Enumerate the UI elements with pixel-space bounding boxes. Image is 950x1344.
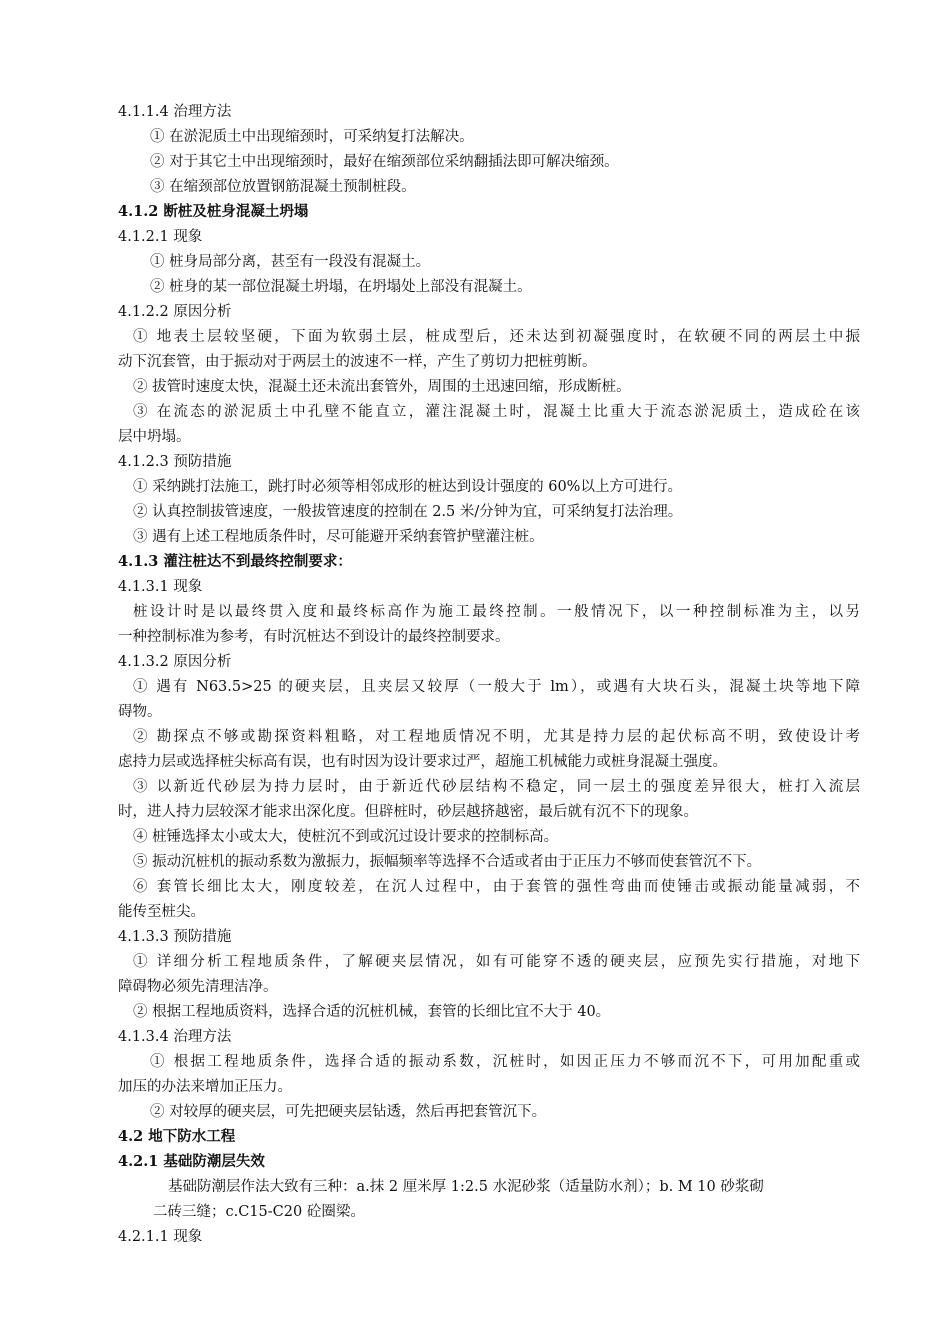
text-line: 时，进人持力层较深才能求出深化度。但辟桩时，砂层越挤越密，最后就有沉不下的现象。 bbox=[118, 804, 698, 820]
text-line: ③ 在流态的淤泥质土中孔壁不能直立，灌注混凝土时，混凝土比重大于流态淤泥质土，造成砼在该 bbox=[133, 404, 860, 420]
text-line: ③ 以新近代砂层为持力层时，由于新近代砂层结构不稳定，同一层土的强度差异很大，桩打入流层 bbox=[133, 779, 860, 795]
text-line: ⑤ 振动沉桩机的振动系数为激振力，振幅频率等选择不合适或者由于正压力不够而使套管沉不下。 bbox=[133, 854, 762, 870]
text-line: 4.1.3.1 现象 bbox=[118, 579, 203, 595]
text-line: 一种控制标准为参考，有时沉桩达不到设计的最终控制要求。 bbox=[118, 629, 510, 645]
text-line: 虑持力层或选择桩尖标高有误，也有时因为设计要求过严，超施工机械能力或桩身混凝土强度。 bbox=[118, 754, 727, 770]
text-line: ① 遇有 N63.5>25 的硬夹层，且夹层又较厚（一般大于 lm），或遇有大块石头，混凝土块等地下障 bbox=[133, 679, 860, 695]
text-line: 层中坍塌。 bbox=[118, 429, 191, 445]
text-line: 4.1.1.4 治理方法 bbox=[118, 104, 232, 120]
text-line: 二砖三缝；c.C15-C20 砼圈梁。 bbox=[153, 1204, 365, 1220]
text-line: 能传至桩尖。 bbox=[118, 904, 205, 920]
text-line: ② 拔管时速度太快，混凝土还未流出套管外，周围的土迅速回缩，形成断桩。 bbox=[133, 379, 631, 395]
text-line: ④ 桩锤选择太小或太大，使桩沉不到或沉过设计要求的控制标高。 bbox=[133, 829, 559, 845]
text-line: ③ 遇有上述工程地质条件时，尽可能避开采纳套管护壁灌注桩。 bbox=[133, 529, 544, 545]
text-line: 加压的办法来增加正压力。 bbox=[118, 1079, 292, 1095]
section-heading: 4.1.3 灌注桩达不到最终控制要求： bbox=[118, 553, 352, 570]
text-line: ① 地表土层较坚硬，下面为软弱土层，桩成型后，还未达到初凝强度时，在软硬不同的两层土中振 bbox=[133, 329, 860, 345]
text-line: 碍物。 bbox=[118, 704, 162, 720]
section-heading: 4.2.1 基础防潮层失效 bbox=[118, 1153, 265, 1170]
section-heading: 4.1.2 断桩及桩身混凝土坍塌 bbox=[118, 203, 309, 220]
text-line: 4.1.3.4 治理方法 bbox=[118, 1029, 232, 1045]
text-line: 4.1.2.2 原因分析 bbox=[118, 304, 232, 320]
text-line: ③ 在缩颈部位放置钢筋混凝土预制桩段。 bbox=[150, 179, 416, 195]
text-line: ① 桩身局部分离，甚至有一段没有混凝土。 bbox=[150, 254, 431, 270]
text-line: 动下沉套管，由于振动对于两层土的波速不一样，产生了剪切力把桩剪断。 bbox=[118, 354, 597, 370]
text-line: ② 认真控制拔管速度，一般拔管速度的控制在 2.5 米/分钟为宜，可采纳复打法治理。 bbox=[133, 504, 683, 520]
text-line: ② 勘探点不够或勘探资料粗略，对工程地质情况不明，尤其是持力层的起伏标高不明，致使设计考 bbox=[133, 729, 860, 745]
text-line: 4.1.3.3 预防措施 bbox=[118, 929, 232, 945]
text-line: 4.1.2.3 预防措施 bbox=[118, 454, 232, 470]
text-line: 桩设计时是以最终贯入度和最终标高作为施工最终控制。一般情况下，以一种控制标准为主，以另 bbox=[133, 604, 860, 620]
text-line: ① 根据工程地质条件，选择合适的振动系数，沉桩时，如因正压力不够而沉不下，可用加配重或 bbox=[150, 1054, 860, 1070]
text-line: ① 采纳跳打法施工，跳打时必须等相邻成形的桩达到设计强度的 60%以上方可进行。 bbox=[133, 479, 682, 495]
text-line: ⑥ 套管长细比太大，刚度较差，在沉人过程中，由于套管的强性弯曲而使锤击或振动能量减弱，不 bbox=[133, 879, 860, 895]
text-line: 基础防潮层作法大致有三种：a.抹 2 厘米厚 1:2.5 水泥砂浆（适量防水剂）；b. M 10 砂浆砌 bbox=[168, 1179, 764, 1195]
text-line: ① 在淤泥质土中出现缩颈时，可采纳复打法解决。 bbox=[150, 129, 474, 145]
text-line: 4.2.1.1 现象 bbox=[118, 1229, 203, 1245]
text-line: ② 对较厚的硬夹层，可先把硬夹层钻透，然后再把套管沉下。 bbox=[150, 1104, 547, 1120]
text-line: ② 根据工程地质资料，选择合适的沉桩机械，套管的长细比宜不大于 40。 bbox=[133, 1004, 611, 1020]
text-line: ① 详细分析工程地质条件，了解硬夹层情况，如有可能穿不透的硬夹层，应预先实行措施，对地下 bbox=[133, 954, 860, 970]
text-line: 障碍物必须先清理洁净。 bbox=[118, 979, 278, 995]
text-line: 4.1.3.2 原因分析 bbox=[118, 654, 232, 670]
text-line: ② 对于其它土中出现缩颈时，最好在缩颈部位采纳翻插法即可解决缩颈。 bbox=[150, 154, 619, 170]
section-heading: 4.2 地下防水工程 bbox=[118, 1128, 236, 1145]
text-line: 4.1.2.1 现象 bbox=[118, 229, 203, 245]
text-line: ② 桩身的某一部位混凝土坍塌，在坍塌处上部没有混凝土。 bbox=[150, 279, 532, 295]
